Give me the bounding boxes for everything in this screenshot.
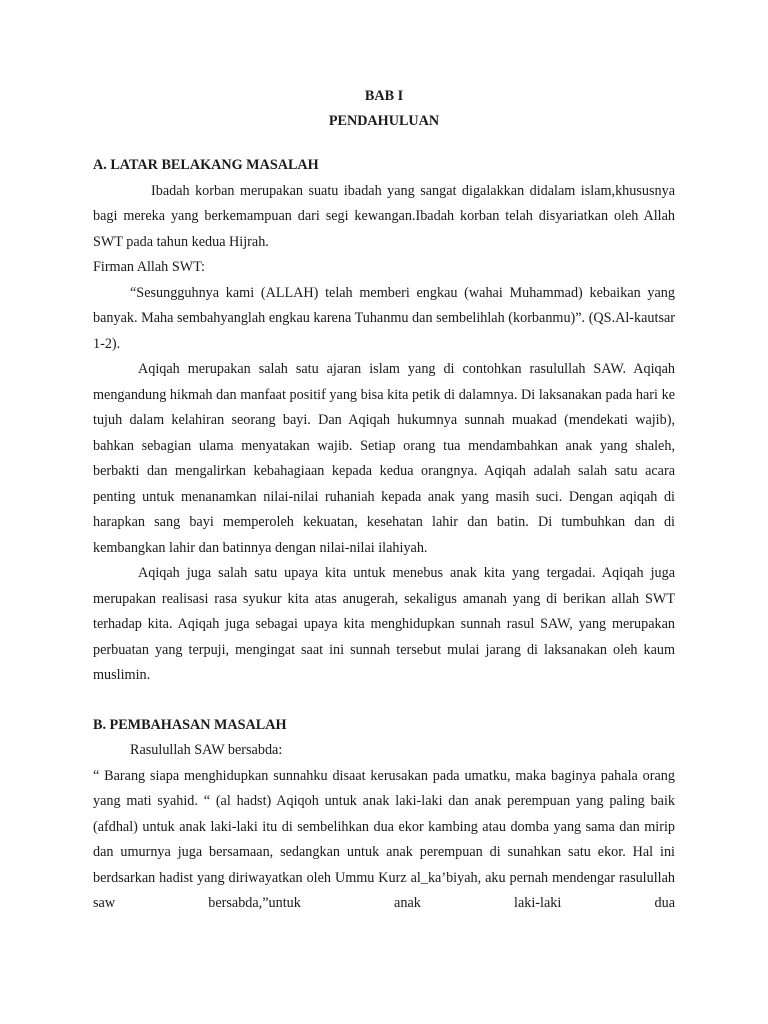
section-a-heading: A. LATAR BELAKANG MASALAH (93, 157, 319, 173)
paragraph-aqiqah-menebus: Aqiqah juga salah satu upaya kita untuk menebus anak kita yang tergadai. Aqiqah juga merupakan realisasi rasa syukur kita atas anugerah, sekaligus amanah yang di berikan allah SWT terhadap kita. Aqiqah juga sebagai upaya kita menghidupkan sunnah rasul SAW, yang merupakan perbuatan yang terpuji, mengingat saat ini sunnah tersebut mulai jarang di laksanakan oleh kaum muslimin. (93, 565, 675, 683)
paragraph-aqiqah-ajaran: Aqiqah merupakan salah satu ajaran islam yang di contohkan rasulullah SAW. Aqiqah mengandung hikmah dan manfaat positif yang bisa kita petik di dalamnya. Di laksanakan pada hari ke tujuh dalam kelahiran seorang bayi. Dan Aqiqah hukumnya sunnah muakad (mendekati wajib), bahkan sebagian ulama menyatakan wajib. Setiap orang tua mendambahkan anak yang shaleh, berbakti dan mengalirkan kebahagiaan kepada kedua orangnya. Aqiqah adalah salah satu acara penting untuk menanamkan nilai-nilai ruhaniah kepada anak yang masih suci. Dengan aqiqah di harapkan sang bayi memperoleh kekuatan, kesehatan lahir dan batin. Di tumbuhkan dan di kembangkan lahir dan batinnya dengan nilai-nilai ilahiyah. (93, 361, 675, 556)
paragraph-quote-alkautsar: “Sesungguhnya kami (ALLAH) telah memberi engkau (wahai Muhammad) kebaikan yang banyak. Maha sembahyanglah engkau karena Tuhanmu dan sembelihlah (korbanmu)”. (QS.Al-kautsar 1-2). (93, 284, 675, 352)
paragraph-firman: Firman Allah SWT: (93, 259, 205, 275)
chapter-number: BAB I (364, 88, 404, 104)
chapter-title: PENDAHULUAN (328, 113, 440, 129)
paragraph-rasulullah-bersabda: Rasulullah SAW bersabda: (130, 742, 283, 758)
paragraph-korban: Ibadah korban merupakan suatu ibadah yang sangat digalakkan didalam islam,khususnya bagi mereka yang berkemampuan dari segi kewangan.Ibadah korban telah disyariatkan oleh Allah SWT pada tahun kedua Hijrah. (93, 182, 675, 250)
section-b-heading: B. PEMBAHASAN MASALAH (93, 716, 287, 733)
paragraph-hadist-aqiqoh: “ Barang siapa menghidupkan sunnahku disaat kerusakan pada umatku, maka baginya pahala orang yang mati syahid. “ (al hadst) Aqiqoh untuk anak laki-laki dan anak perempuan yang paling baik (afdhal) untuk anak laki-laki itu di sembelihkan dua ekor kambing atau domba yang sama dan mirip dan umurnya juga bersamaan, sedangkan untuk anak perempuan di sunahkan satu ekor. Hal ini berdsarkan hadist yang diriwayatkan oleh Ummu Kurz al_ka’biyah, aku pernah mendengar rasulullah saw bersabda,”untuk anak laki-laki dua (93, 767, 675, 911)
document-page (93, 84, 675, 917)
